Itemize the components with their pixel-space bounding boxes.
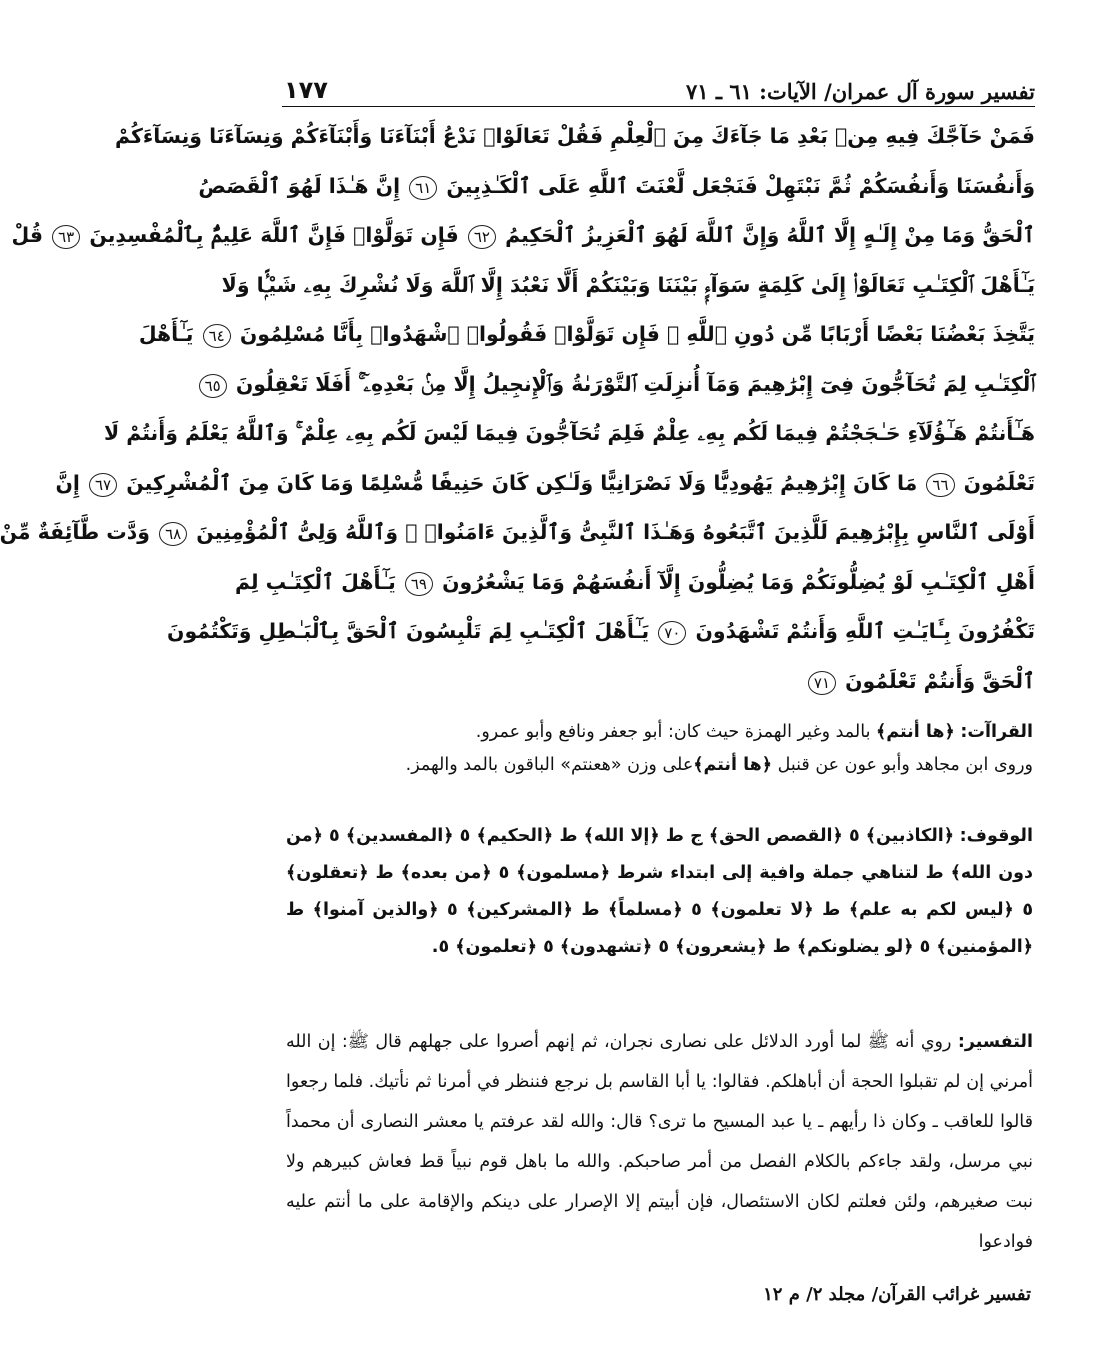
quran-line [103,409,1035,459]
verse-text: إِنَّ هَـٰذَا لَهُوَ ٱلْقَصَصُ [198,173,401,198]
verse-text: تَعْلَمُونَ [963,470,1035,495]
wuquf-section [286,818,1033,966]
ayah-number-marker: ٦١ [409,176,437,200]
ayah-number-marker: ٦٣ [52,225,80,249]
verse-text: وَأَنفُسَنَا وَأَنفُسَكُمْ ثُمَّ نَبْتَهِلْ فَنَجْعَل لَّعْنَتَ ٱللَّهِ عَلَى ٱلْكَـٰذِبِينَ [446,173,1035,198]
verse-text: هَـٰٓأَنتُمْ هَـٰٓؤُلَآءِ حَـٰجَجْتُمْ فِيمَا لَكُم بِهِۦ عِلْمٌ فَلِمَ تُحَآجُّونَ فِيمَا لَيْسَ لَكُم بِهِۦ عِلْمٌ ۚ وَٱللَّهُ يَعْلَمُ وَأَنتُمْ لَا [103,421,1035,445]
qiraat-section [286,716,1033,782]
quran-line [234,558,1035,608]
verse-text: يَتَّخِذَ بَعْضُنَا بَعْضًا أَرْبَابًا مِّن دُونِ ٱللَّهِ ۚ فَإِن تَوَلَّوْا۟ فَقُولُوا۟ ٱشْهَدُوا۟ بِأَنَّا مُسْلِمُونَ [239,322,1035,346]
verse-text: يَـٰٓأَهْلَ ٱلْكِتَـٰبِ لِمَ [234,569,396,594]
ayah-number-marker: ٦٦ [926,473,954,497]
wuquf-label: الوقوف: [959,826,1033,846]
verse-text: ٱلْكِتَـٰبِ لِمَ تُحَآجُّونَ فِىٓ إِبْرَٰهِيمَ وَمَآ أُنزِلَتِ ٱلتَّوْرَىٰةُ وَٱلْإِنجِيلُ إِلَّا مِنۢ بَعْدِهِۦٓ ۚ أَفَلَا تَعْقِلُونَ [235,371,1035,396]
verse-text: قُلْ [11,223,43,247]
quran-line [55,459,1035,509]
quran-line [221,261,1035,311]
quran-line [138,310,1035,360]
wuquf-paragraph [286,818,1033,966]
tafsir-paragraph [286,1022,1033,1262]
running-title: تفسير سورة آل عمران/ الآيات: ٦١ ـ ٧١ [685,79,1035,104]
ayah-number-marker: ٦٥ [199,374,227,398]
qiraat-term-2: ﴿ها أنتم﴾ [693,755,773,775]
verse-text: وَدَّت طَّآئِفَةٌ مِّنْ [0,520,150,544]
quran-line [198,162,1035,212]
qiraat-text-1: بالمد وغير الهمزة حيث كان: أبو جعفر ونافع وأبو عمرو. [475,722,877,742]
qiraat-label: القراآت: [960,722,1033,742]
verse-text: يَـٰٓأَهْلَ ٱلْكِتَـٰبِ تَعَالَوْا۟ إِلَىٰ كَلِمَةٍ سَوَآءٍۭ بَيْنَنَا وَبَيْنَكُمْ أَلَّا نَعْبُدَ إِلَّا ٱللَّهَ وَلَا نُشْرِكَ بِهِۦ شَيْـًۭٔا وَلَا [221,272,1035,297]
tafsir-section [286,1022,1033,1262]
tafsir-label: التفسير: [957,1032,1033,1052]
verse-text: تَكْفُرُونَ بِـَٔايَـٰتِ ٱللَّهِ وَأَنتُمْ تَشْهَدُونَ [695,619,1035,643]
verse-text: فَإِن تَوَلَّوْا۟ فَإِنَّ ٱللَّهَ عَلِيمٌۢ بِٱلْمُفْسِدِينَ [89,223,459,247]
quran-line [114,112,1035,162]
qiraat-text-3: على وزن «هعنتم» الباقون بالمد والهمز. [405,755,694,775]
verse-text: يَـٰٓأَهْلَ [138,322,194,346]
ayah-number-marker: ٦٧ [89,473,117,497]
wuquf-text: ﴿الكاذبين﴾ ٥ ﴿القصص الحق﴾ ج ط ﴿إلا الله﴾ ط ﴿الحكيم﴾ ٥ ﴿المفسدين﴾ ٥ ﴿من دون الله﴾ ط لتناهي جملة وافية إلى ابتداء شرط ﴿مسلمون﴾ ٥ ﴿من بعده﴾ ط ﴿تعقلون﴾ ٥ ﴿ليس لكم به علم﴾ ط ﴿لا تعلمون﴾ ٥ ﴿مسلماً﴾ ط ﴿المشركين﴾ ٥ ﴿والذين آمنوا﴾ ط ﴿المؤمنين﴾ ٥ ﴿لو يضلونكم﴾ ط ﴿يشعرون﴾ ٥ ﴿تشهدون﴾ ٥ ﴿تعلمون﴾ ٥. [286,826,1033,957]
page-header [284,64,1035,104]
page-number: ١٧٧ [284,76,328,104]
page-footer: تفسير غرائب القرآن/ مجلد ٢/ م ١٢ [763,1284,1031,1305]
verse-text: ٱلْحَقُّ وَمَا مِنْ إِلَـٰهٍ إِلَّا ٱللَّهُ وَإِنَّ ٱللَّهَ لَهُوَ ٱلْعَزِيزُ ٱلْحَكِيمُ [505,223,1035,247]
quran-line [11,211,1035,261]
verse-text: مَا كَانَ إِبْرَٰهِيمُ يَهُودِيًّا وَلَا نَصْرَانِيًّا وَلَـٰكِن كَانَ حَنِيفًا مُّسْلِمًا وَمَا كَانَ مِنَ ٱلْمُشْرِكِينَ [126,470,918,495]
ayah-number-marker: ٦٢ [468,225,496,249]
quran-line [0,508,1035,558]
verse-text: إِنَّ [55,470,80,495]
qiraat-text-2: وروى ابن مجاهد وأبو عون عن قنبل [772,755,1033,775]
ayah-number-marker: ٦٤ [203,324,231,348]
qiraat-paragraph-1 [286,716,1033,749]
verse-text: يَـٰٓأَهْلَ ٱلْكِتَـٰبِ لِمَ تَلْبِسُونَ ٱلْحَقَّ بِٱلْبَـٰطِلِ وَتَكْتُمُونَ [167,619,650,643]
verse-text: ٱلْحَقَّ وَأَنتُمْ تَعْلَمُونَ [845,668,1035,693]
ayah-number-marker: ٦٩ [405,572,433,596]
quran-line [167,607,1035,657]
quran-verses-block [0,112,1035,706]
ayah-number-marker: ٧٠ [658,621,686,645]
tafsir-text: روي أنه ﷺ لما أورد الدلائل على نصارى نجران، ثم إنهم أصروا على جهلهم قال ﷺ: إن الله أمرني إن لم تقبلوا الحجة أن أباهلكم. فقالوا: يا أبا القاسم بل نرجع فننظر في أمرنا ثم نأتيك. فلما رجعوا قالوا للعاقب ـ وكان ذا رأيهم ـ يا عبد المسيح ما ترى؟ قال: والله لقد عرفتم يا معشر النصارى أن محمداً نبي مرسل، ولقد جاءكم بالكلام الفصل من أمر صاحبكم. والله ما باهل قوم نبياً قط فعاش كبيرهم ولا نبت صغيرهم، ولئن فعلتم لكان الاستئصال، فإن أبيتم إلا الإصرار على دينكم والإقامة على ما أنتم عليه فوادعوا [286,1032,1033,1252]
header-rule [282,106,1035,107]
ayah-number-marker: ٦٨ [159,522,187,546]
verse-text: أَهْلِ ٱلْكِتَـٰبِ لَوْ يُضِلُّونَكُمْ وَمَا يُضِلُّونَ إِلَّآ أَنفُسَهُمْ وَمَا يَشْعُرُونَ [442,569,1035,594]
ayah-number-marker: ٧١ [808,671,836,695]
quran-line [284,657,1035,707]
qiraat-paragraph-2 [286,749,1033,782]
verse-text: أَوْلَى ٱلنَّاسِ بِإِبْرَٰهِيمَ لَلَّذِينَ ٱتَّبَعُوهُ وَهَـٰذَا ٱلنَّبِىُّ وَٱلَّذِينَ ءَامَنُوا۟ ۗ وَٱللَّهُ وَلِىُّ ٱلْمُؤْمِنِينَ [196,520,1035,544]
qiraat-term-1: ﴿ها أنتم﴾ [876,722,955,742]
quran-line [204,360,1035,410]
verse-text: فَمَنْ حَآجَّكَ فِيهِ مِنۢ بَعْدِ مَا جَآءَكَ مِنَ ٱلْعِلْمِ فَقُلْ تَعَالَوْا۟ نَدْعُ أَبْنَآءَنَا وَأَبْنَآءَكُمْ وَنِسَآءَنَا وَنِسَآءَكُمْ [114,124,1035,148]
